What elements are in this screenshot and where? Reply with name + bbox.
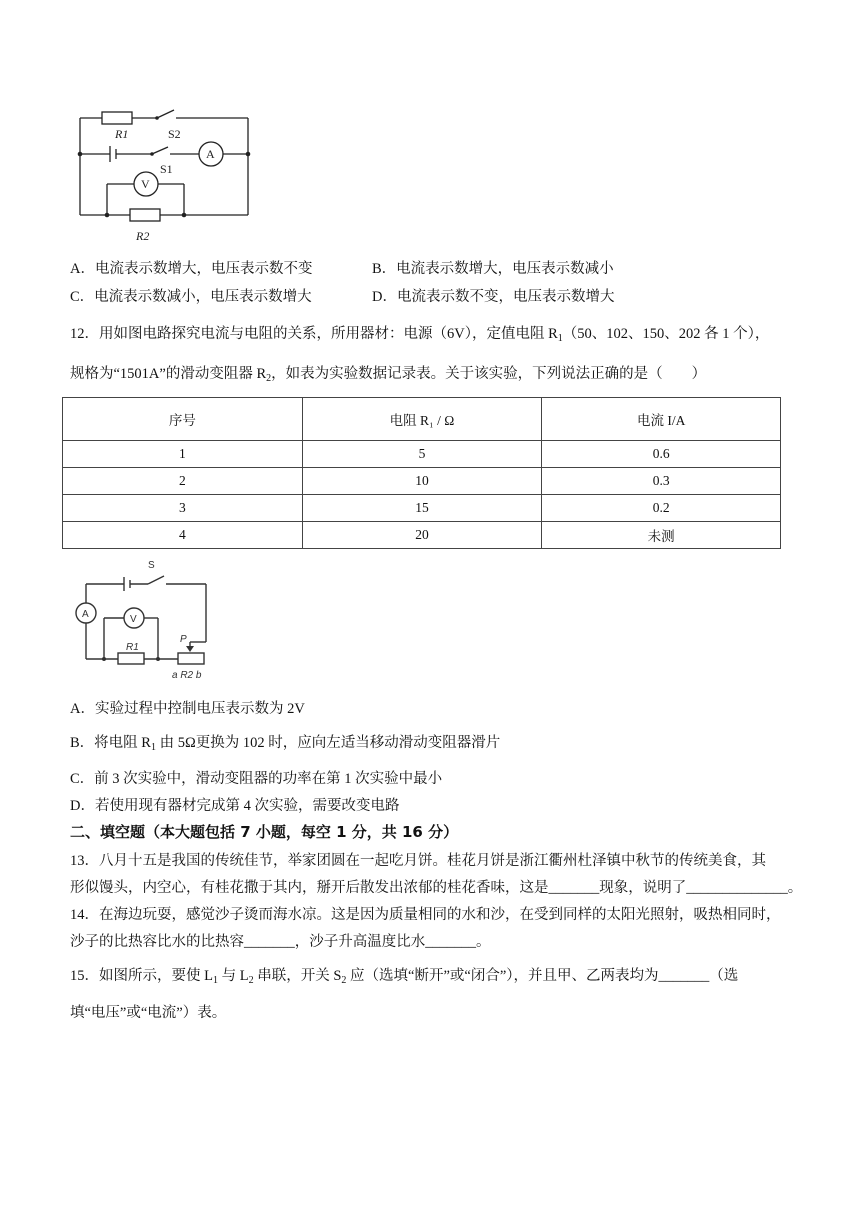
q12-stem-line1: 12．用如图电路探究电流与电阻的关系，所用器材：电源（6V），定值电阻 $R_1(50$、102、150、202 各 1 个）， — [70, 326, 770, 344]
q11-r1-label: R1 — [115, 127, 129, 141]
table-header-cell: 序号 — [63, 398, 303, 441]
table-cell: 3 — [63, 495, 303, 522]
q12-switch-label: S — [148, 560, 155, 571]
table-row — [63, 495, 781, 522]
q12-option-a: A．实验过程中控制电压表示数为 2V — [70, 701, 305, 717]
q12-option-b: B．将电阻 $R_1$ 由 5Ω更换为 102 时，应向左适当移动滑动变阻器滑片 — [70, 735, 501, 753]
q14-line2: 沙子的比热容比水的比热容_______，沙子升高温度比水_______。 — [70, 934, 491, 950]
q11-s1-label: S1 — [160, 162, 173, 176]
q11-voltmeter-label: V — [141, 177, 150, 191]
table-cell: 10 — [302, 468, 542, 495]
table-cell: 2 — [63, 468, 303, 495]
table-cell: 未测 — [542, 522, 781, 549]
q12-r1-label: R1 — [126, 642, 139, 653]
table-header-cell: 电流 I/A — [542, 398, 781, 441]
q15-line1: 15．如图所示，要使 $L_1$ 与 $L_2$ 串联，开关 $S_2$ 应（选填“断开”或“闭合”），并且甲、乙两表均为_______（选 — [70, 968, 739, 986]
table-header-cell: 电阻 R₁ / Ω — [302, 398, 542, 441]
table-cell: 0.6 — [542, 441, 781, 468]
table-row — [63, 522, 781, 549]
q12-stem-line2: 规格为“1501A”的滑动变阻器 $R_2$，如表为实验数据记录表。关于该实验，下列说法正确的是（ ） — [70, 366, 707, 384]
q11-option-d: D．电流表示数不变，电压表示数增大 — [372, 289, 615, 305]
q11-option-a: A．电流表示数增大，电压表示数不变 — [70, 261, 313, 277]
table-cell: 20 — [302, 522, 542, 549]
table-cell: 0.2 — [542, 495, 781, 522]
q12-data-table — [62, 397, 781, 549]
table-row — [63, 468, 781, 495]
q11-option-c: C．电流表示数减小，电压表示数增大 — [70, 289, 312, 305]
table-cell: 4 — [63, 522, 303, 549]
q11-s2-label: S2 — [168, 127, 181, 141]
q13-line1: 13．八月十五是我国的传统佳节，举家团圆在一起吃月饼。桂花月饼是浙江衢州杜泽镇中秋节的传统美食，其 — [70, 853, 766, 869]
table-cell: 5 — [302, 441, 542, 468]
table-cell: 15 — [302, 495, 542, 522]
section-title: 二、填空题（本大题包括 7 小题，每空 1 分，共 16 分） — [70, 823, 459, 841]
q14-line1: 14．在海边玩耍，感觉沙子烫而海水凉。这是因为质量相同的水和沙，在受到同样的太阳光照射，吸热相同时， — [70, 907, 781, 923]
q12-bottom-label: a R2 b — [172, 670, 202, 681]
q13-line2: 形似馒头，内空心，有桂花撒于其内，掰开后散发出浓郁的桂花香味，这是_______现象，说明了______________。 — [70, 880, 803, 896]
table-cell: 1 — [63, 441, 303, 468]
q12-option-d: D．若使用现有器材完成第 4 次实验，需要改变电路 — [70, 798, 400, 814]
q12-slider-p-label: P — [180, 634, 187, 645]
q11-option-b: B．电流表示数增大，电压表示数减小 — [372, 261, 614, 277]
q12-voltmeter-label: V — [130, 614, 137, 625]
q15-line2: 填“电压”或“电流”）表。 — [70, 1005, 227, 1021]
table-row — [63, 441, 781, 468]
table-cell: 0.3 — [542, 468, 781, 495]
q12-option-c: C．前 3 次实验中，滑动变阻器的功率在第 1 次实验中最小 — [70, 771, 443, 787]
table-header-row — [63, 398, 781, 441]
q11-r2-label: R2 — [136, 229, 150, 243]
q11-circuit-figure — [72, 100, 262, 248]
q12-ammeter-label: A — [82, 609, 89, 620]
q12-circuit-figure — [72, 556, 222, 682]
q11-ammeter-label: A — [206, 147, 215, 161]
